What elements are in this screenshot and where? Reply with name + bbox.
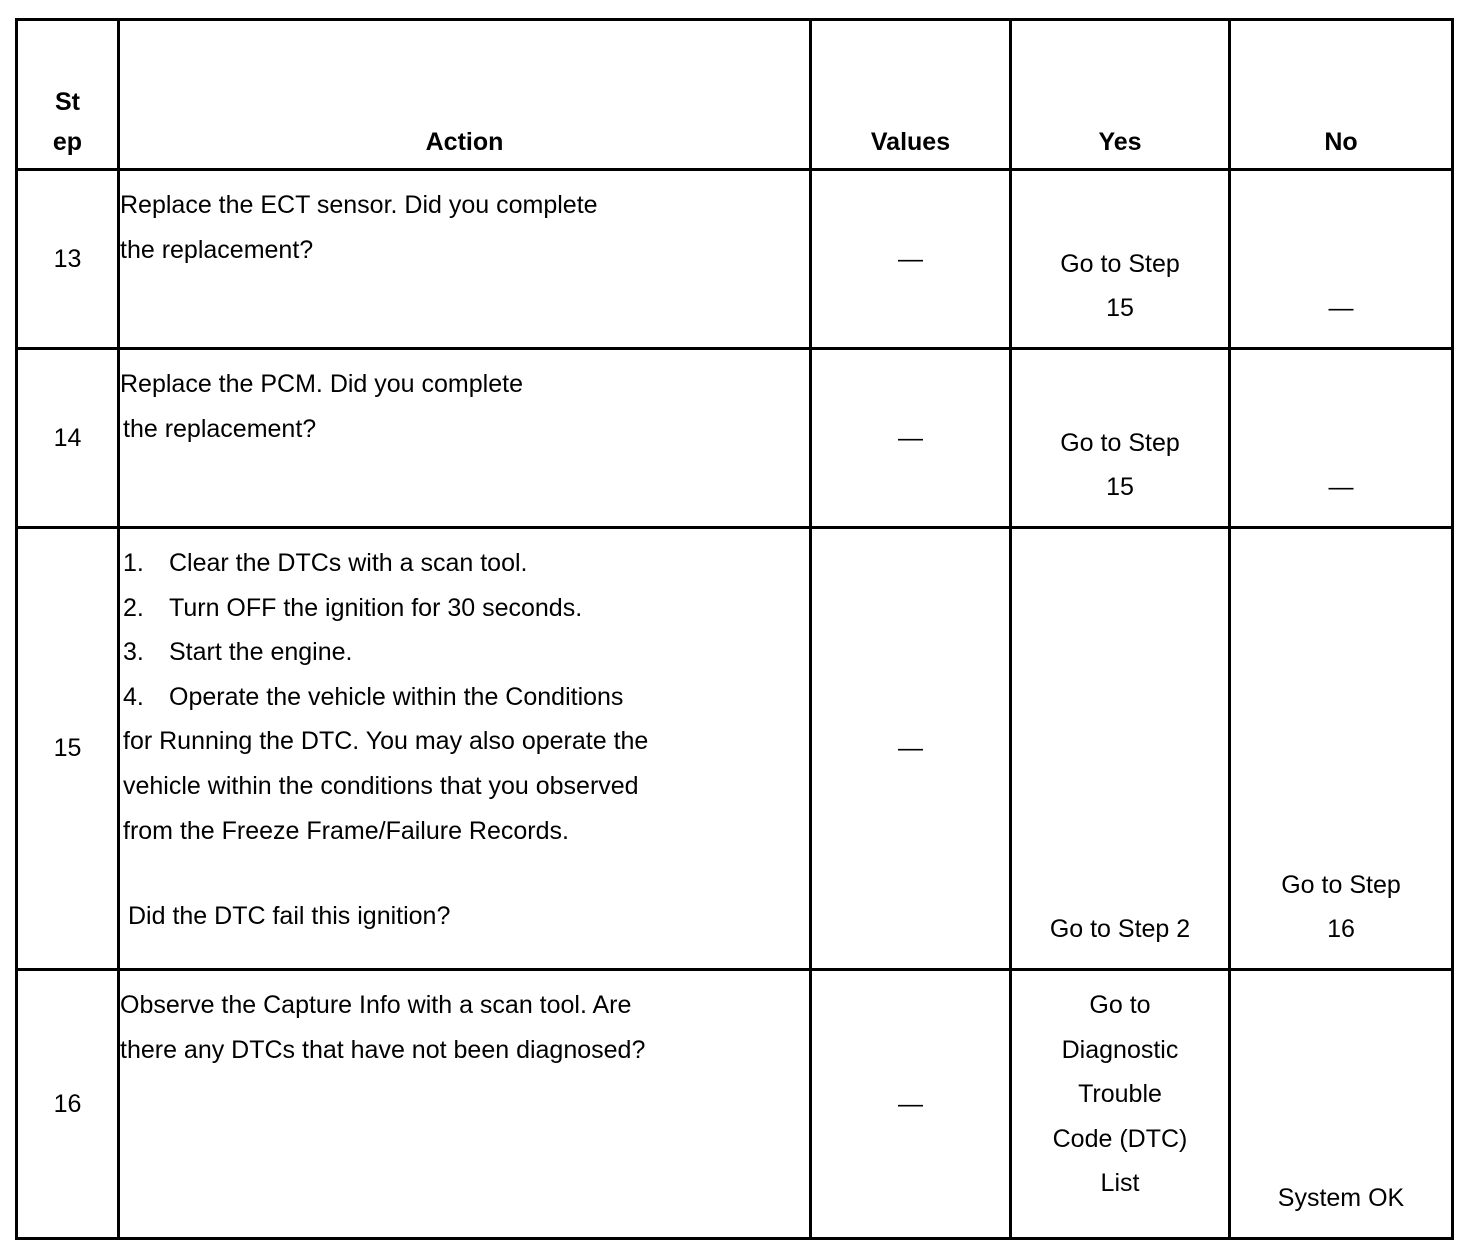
header-step-line2: ep [52, 128, 83, 156]
action-list-item [120, 586, 809, 631]
step-number: 14 [17, 349, 119, 528]
header-step [17, 20, 119, 170]
action-line: Replace the ECT sensor. Did you complete [120, 191, 598, 219]
header-step-line1: St [55, 88, 80, 116]
list-text: Turn OFF the ignition for 30 seconds. [169, 593, 583, 622]
yes-line: Go to Step [1060, 249, 1180, 278]
yes-line: Trouble [1078, 1080, 1162, 1109]
action-line: the replacement? [123, 414, 317, 443]
action-cell [119, 349, 811, 528]
step-number: 16 [17, 970, 119, 1239]
table-row [17, 970, 1453, 1239]
spacer [120, 853, 809, 894]
yes-line: Go to [1089, 991, 1151, 1019]
list-number: 1. [123, 549, 144, 577]
values-cell: — [811, 170, 1011, 349]
yes-cell: Go to Step 2 [1011, 528, 1230, 970]
list-text: Start the engine. [169, 638, 353, 667]
yes-line: List [1100, 1169, 1140, 1198]
action-list-item [120, 630, 809, 675]
header-row [17, 20, 1453, 170]
diagnostic-table [15, 18, 1454, 1240]
no-cell [1230, 528, 1453, 970]
table-row [17, 170, 1453, 349]
header-yes: Yes [1011, 20, 1230, 170]
yes-cell [1011, 349, 1230, 528]
header-action: Action [119, 20, 811, 170]
action-line: vehicle within the conditions that you observed [123, 771, 639, 800]
action-line: there any DTCs that have not been diagnosed? [120, 1035, 646, 1064]
action-list-item [120, 675, 809, 720]
action-cell [119, 528, 811, 970]
list-number: 4. [123, 682, 144, 711]
values-cell: — [811, 970, 1011, 1239]
header-values: Values [811, 20, 1011, 170]
list-text: Clear the DTCs with a scan tool. [169, 549, 528, 577]
list-text: Operate the vehicle within the Conditions [169, 682, 624, 711]
action-question: Did the DTC fail this ignition? [128, 902, 451, 931]
action-cell [119, 170, 811, 349]
table-row [17, 528, 1453, 970]
yes-line: Code (DTC) [1052, 1124, 1188, 1153]
list-number: 3. [123, 638, 144, 667]
table-row [17, 349, 1453, 528]
action-line: Observe the Capture Info with a scan tool. Are [120, 991, 632, 1019]
no-cell: System OK [1230, 970, 1453, 1239]
action-line: Replace the PCM. Did you complete [120, 370, 523, 398]
no-cell: — [1230, 349, 1453, 528]
list-number: 2. [123, 593, 144, 622]
header-no: No [1230, 20, 1453, 170]
action-cell [119, 970, 811, 1239]
yes-cell [1011, 970, 1230, 1239]
yes-line: 15 [1106, 294, 1134, 323]
step-number: 15 [17, 528, 119, 970]
yes-line: Diagnostic [1061, 1035, 1179, 1064]
no-cell: — [1230, 170, 1453, 349]
no-line: Go to Step [1281, 870, 1401, 899]
values-cell: — [811, 528, 1011, 970]
yes-line: Go to Step [1060, 428, 1180, 457]
action-line: from the Freeze Frame/Failure Records. [123, 816, 569, 845]
action-line: for Running the DTC. You may also operate the [123, 727, 649, 756]
yes-cell [1011, 170, 1230, 349]
values-cell: — [811, 349, 1011, 528]
no-line: 16 [1327, 915, 1355, 944]
yes-line: 15 [1106, 473, 1134, 502]
step-number: 13 [17, 170, 119, 349]
action-line: the replacement? [120, 235, 314, 264]
action-list-item [120, 541, 809, 586]
